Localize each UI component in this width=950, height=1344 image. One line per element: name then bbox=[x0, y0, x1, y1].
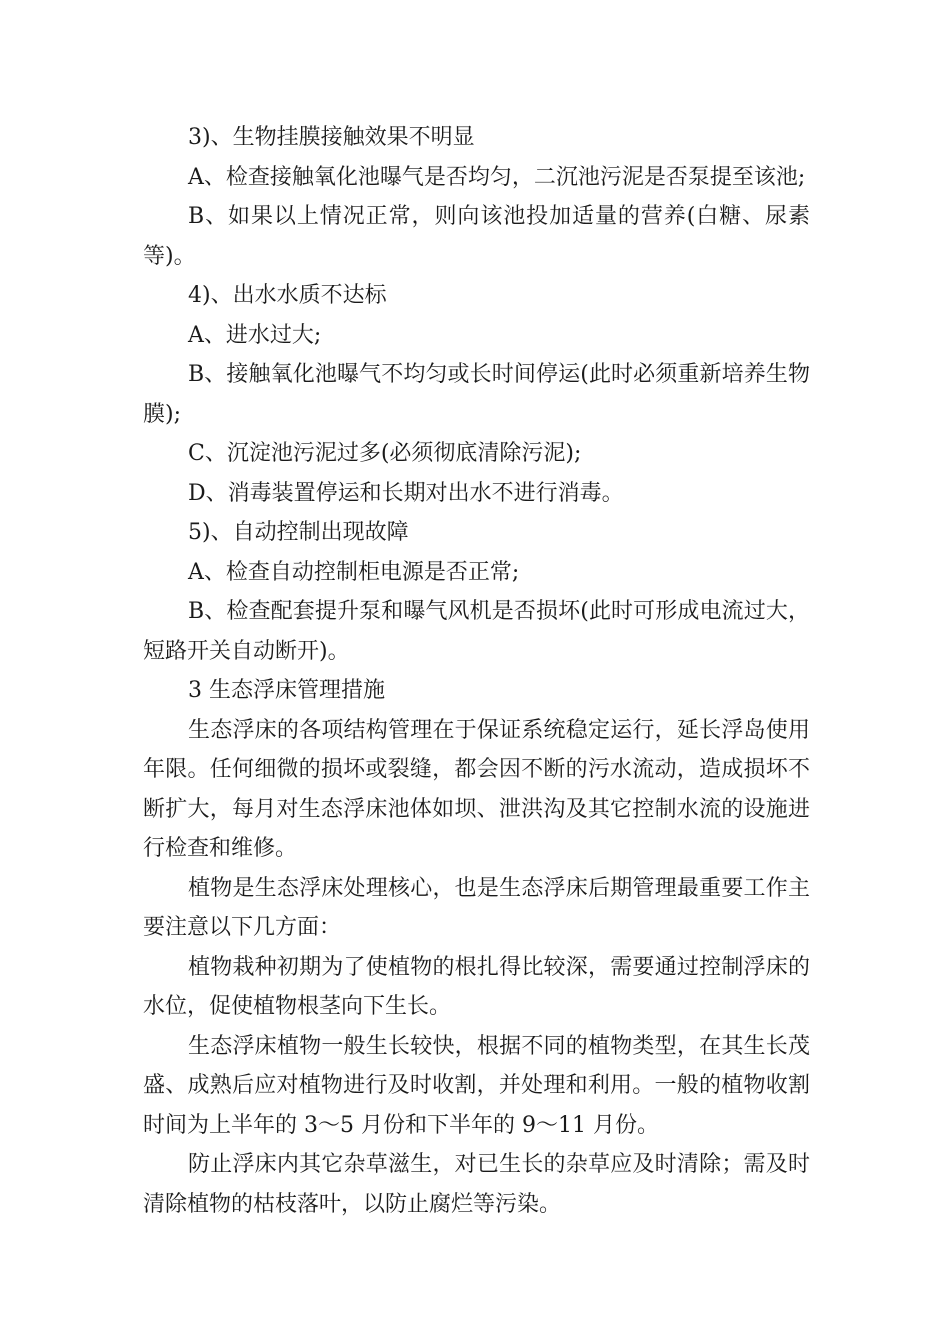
body-paragraph: 防止浮床内其它杂草滋生，对已生长的杂草应及时清除；需及时清除植物的枯枝落叶，以防止腐烂等污染。 bbox=[143, 1152, 810, 1217]
list-item: B、如果以上情况正常，则向该池投加适量的营养(白糖、尿素等)。 bbox=[143, 204, 810, 269]
list-item: A、进水过大; bbox=[188, 322, 322, 348]
list-item: B、检查配套提升泵和曝气风机是否损坏(此时可形成电流过大，短路开关自动断开)。 bbox=[143, 599, 810, 664]
document-body bbox=[143, 118, 810, 1224]
body-paragraph: 生态浮床植物一般生长较快，根据不同的植物类型，在其生长茂盛、成熟后应对植物进行及时收割，并处理和利用。一般的植物收割时间为上半年的 3～5 月份和下半年的 9～11 月份。 bbox=[143, 1033, 810, 1138]
list-item: B、接触氧化池曝气不均匀或长时间停运(此时必须重新培养生物膜); bbox=[143, 362, 810, 427]
subheading-auto-control-fault: 5)、自动控制出现故障 bbox=[188, 520, 409, 545]
subheading-biofilm-issue: 3)、生物挂膜接触效果不明显 bbox=[188, 125, 475, 150]
list-item: A、检查接触氧化池曝气是否均匀，二沉池污泥是否泵提至该池; bbox=[188, 164, 806, 190]
body-paragraph: 植物栽种初期为了使植物的根扎得比较深，需要通过控制浮床的水位，促使植物根茎向下生长。 bbox=[143, 954, 810, 1019]
body-paragraph: 生态浮床的各项结构管理在于保证系统稳定运行，延长浮岛使用年限。任何细微的损坏或裂缝，都会因不断的污水流动，造成损坏不断扩大，每月对生态浮床池体如坝、泄洪沟及其它控制水流的设施进行检查和维修。 bbox=[143, 717, 810, 861]
list-item: C、沉淀池污泥过多(必须彻底清除污泥); bbox=[188, 441, 582, 466]
section-heading-floating-bed: 3 生态浮床管理措施 bbox=[188, 678, 385, 703]
list-item: D、消毒装置停运和长期对出水不进行消毒。 bbox=[188, 480, 624, 506]
subheading-effluent-quality: 4)、出水水质不达标 bbox=[188, 283, 387, 308]
body-paragraph: 植物是生态浮床处理核心，也是生态浮床后期管理最重要工作主要注意以下几方面： bbox=[143, 875, 810, 940]
list-item: A、检查自动控制柜电源是否正常; bbox=[188, 559, 520, 585]
